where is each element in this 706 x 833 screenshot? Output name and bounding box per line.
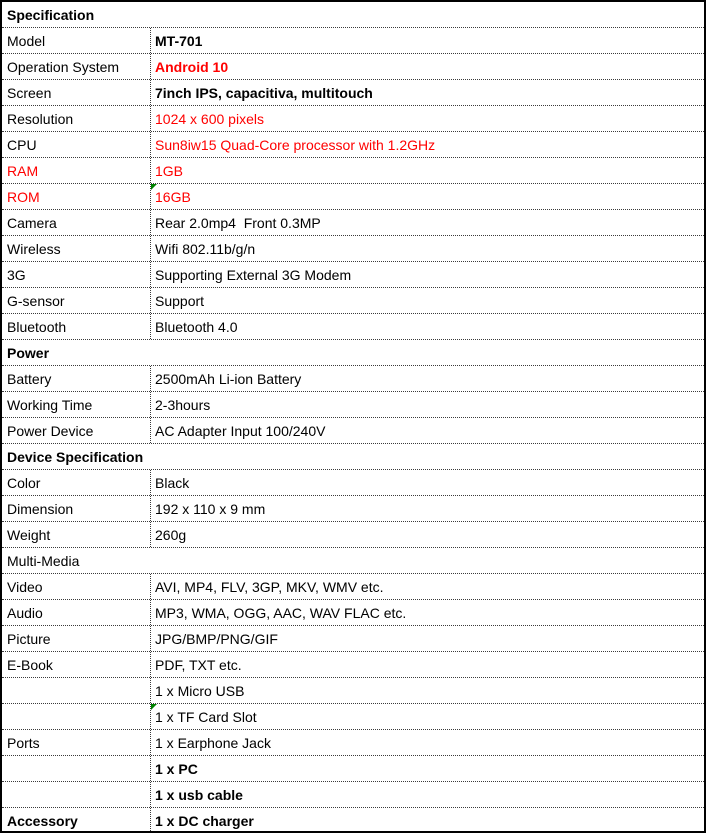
table-row [2,808,704,833]
spec-label-cell [2,236,150,261]
spec-label-cell [2,366,150,391]
spec-value: AVI, MP4, FLV, 3GP, MKV, WMV etc. [155,578,384,595]
table-row [2,756,704,782]
spec-value-cell [150,54,704,79]
spec-value-cell [150,106,704,131]
spec-value: 260g [155,526,187,543]
spec-value-cell [150,366,704,391]
spec-label: Video [7,578,43,595]
spec-value: 1GB [155,162,184,179]
section-title-cell [2,340,704,365]
section-header-row [2,444,704,470]
spec-label-cell [2,652,150,677]
spec-label-cell [2,288,150,313]
spec-value-cell [150,808,704,833]
table-row [2,80,704,106]
spec-value: JPG/BMP/PNG/GIF [155,630,278,647]
section-title: Device Specification [7,448,144,465]
table-row [2,184,704,210]
spec-label-cell [2,522,150,547]
spec-label: Working Time [7,396,93,413]
section-header-row [2,340,704,366]
table-row [2,392,704,418]
spec-label-cell [2,210,150,235]
spec-label-cell [2,704,150,729]
spec-value-cell [150,782,704,807]
spec-value: MT-701 [155,32,203,49]
spec-label: Camera [7,214,57,231]
table-row [2,28,704,54]
section-title-cell [2,548,704,573]
spec-value-cell [150,392,704,417]
spec-value-cell [150,600,704,625]
spec-label-cell [2,392,150,417]
spec-label-cell [2,184,150,209]
spec-label: Accessory [7,812,78,829]
spec-label: Weight [7,526,51,543]
spec-label: RAM [7,162,39,179]
spec-value: Supporting External 3G Modem [155,266,352,283]
spec-label-cell [2,756,150,781]
spec-label: Color [7,474,41,491]
spec-label-cell [2,730,150,755]
spec-value: MP3, WMA, OGG, AAC, WAV FLAC etc. [155,604,407,621]
section-title: Specification [7,6,95,23]
section-title-cell [2,444,704,469]
section-title-cell [2,2,704,27]
spec-label-cell [2,678,150,703]
table-row [2,704,704,730]
spec-label: Bluetooth [7,318,67,335]
spec-value: 1 x DC charger [155,812,254,829]
spec-value-cell [150,652,704,677]
spec-value: 1 x Earphone Jack [155,734,271,751]
spec-label: Screen [7,84,52,101]
spec-label-cell [2,574,150,599]
spec-label-cell [2,782,150,807]
spec-value: 1 x usb cable [155,786,243,803]
spec-label-cell [2,314,150,339]
spec-value: Bluetooth 4.0 [155,318,238,335]
table-row [2,236,704,262]
spec-label-cell [2,132,150,157]
table-row [2,262,704,288]
spec-label: G-sensor [7,292,65,309]
table-row [2,366,704,392]
spec-value-cell [150,626,704,651]
spec-label: ROM [7,188,40,205]
table-row [2,496,704,522]
table-row [2,600,704,626]
table-row [2,314,704,340]
spec-value: Sun8iw15 Quad-Core processor with 1.2GHz [155,136,436,153]
spec-label-cell [2,54,150,79]
section-header-row [2,2,704,28]
spec-label: Audio [7,604,43,621]
spec-label: Ports [7,734,40,751]
spec-value-cell [150,236,704,261]
table-row [2,782,704,808]
spec-value-cell [150,574,704,599]
spec-value: 7inch IPS, capacitiva, multitouch [155,84,373,101]
table-row [2,678,704,704]
table-row [2,418,704,444]
spec-label: Picture [7,630,51,647]
spec-value: Android 10 [155,58,229,75]
section-header-row [2,548,704,574]
table-row [2,210,704,236]
spec-label-cell [2,626,150,651]
section-title: Multi-Media [7,552,80,569]
spec-value-cell [150,158,704,183]
spec-label: Operation System [7,58,120,75]
spec-label-cell [2,80,150,105]
comment-flag-icon [151,704,157,710]
comment-flag-icon [151,184,157,190]
spec-label: Model [7,32,46,49]
spec-label-cell [2,158,150,183]
spec-value-cell [150,418,704,443]
spec-value: 1 x TF Card Slot [155,708,257,725]
spec-label: Battery [7,370,52,387]
spec-value: 2500mAh Li-ion Battery [155,370,302,387]
spec-value: 1 x Micro USB [155,682,245,699]
table-row [2,106,704,132]
spec-value-cell [150,210,704,235]
spec-value-cell [150,730,704,755]
spec-value: Support [155,292,205,309]
section-title: Power [7,344,50,361]
spec-value-cell [150,28,704,53]
spec-value: Black [155,474,190,491]
table-row [2,652,704,678]
spec-value-cell [150,756,704,781]
table-row [2,54,704,80]
spec-value-cell [150,704,704,729]
spec-label: Resolution [7,110,74,127]
table-row [2,158,704,184]
spec-value-cell [150,470,704,495]
spec-value: 192 x 110 x 9 mm [155,500,266,517]
spec-label-cell [2,262,150,287]
table-row [2,730,704,756]
spec-label-cell [2,418,150,443]
spec-value: AC Adapter Input 100/240V [155,422,326,439]
spec-value: Wifi 802.11b/g/n [155,240,256,257]
spec-label: 3G [7,266,26,283]
spec-value-cell [150,678,704,703]
table-row [2,522,704,548]
table-row [2,470,704,496]
table-row [2,132,704,158]
spec-value-cell [150,288,704,313]
spec-label-cell [2,600,150,625]
spec-value-cell [150,496,704,521]
spec-label: Power Device [7,422,94,439]
spec-label-cell [2,808,150,833]
spec-label-cell [2,28,150,53]
spec-label: CPU [7,136,37,153]
spec-label: Dimension [7,500,74,517]
spec-value-cell [150,314,704,339]
spec-value-cell [150,184,704,209]
table-row [2,626,704,652]
spec-value: 1 x PC [155,760,198,777]
spec-value: 1024 x 600 pixels [155,110,264,127]
table-row [2,288,704,314]
spec-label: Wireless [7,240,61,257]
spec-value: 16GB [155,188,191,205]
spec-value: 2-3hours [155,396,211,413]
spec-label-cell [2,106,150,131]
spec-value: PDF, TXT etc. [155,656,242,673]
spec-value-cell [150,80,704,105]
spec-label-cell [2,496,150,521]
spec-value-cell [150,522,704,547]
spec-label: E-Book [7,656,53,673]
spec-value: Rear 2.0mp4 Front 0.3MP [155,214,321,231]
table-row [2,574,704,600]
spec-value-cell [150,132,704,157]
spec-label-cell [2,470,150,495]
spec-value-cell [150,262,704,287]
